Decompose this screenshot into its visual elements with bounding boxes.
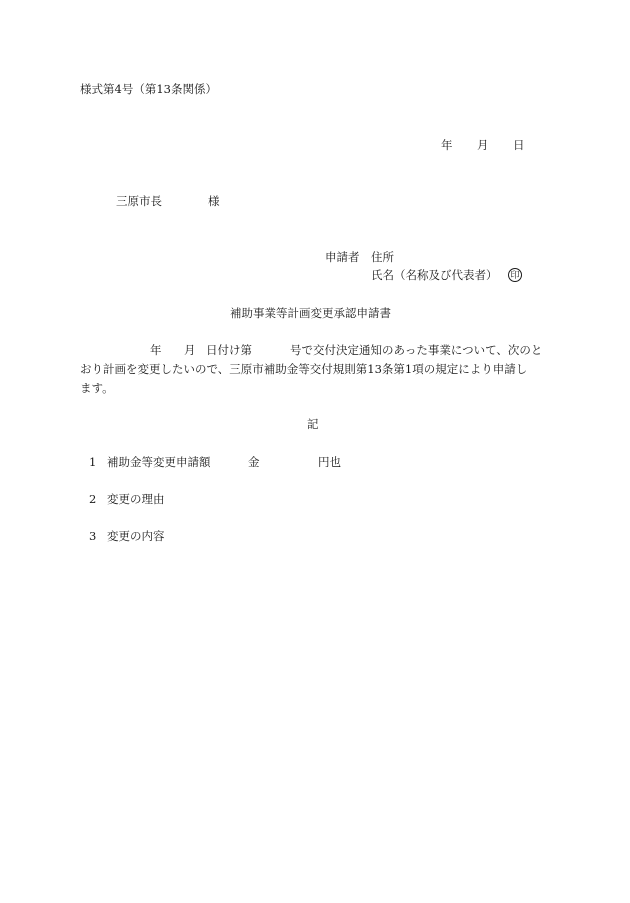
seal-icon: 印 <box>508 268 522 282</box>
applicant-name-label: 氏名（名称及び代表者） <box>371 268 498 282</box>
body-line3: ます。 <box>80 381 114 395</box>
form-number: 様式第4号（第13条関係） <box>80 82 217 96</box>
body-year: 年 <box>150 343 162 357</box>
item-1-yen: 円也 <box>318 455 341 469</box>
body-line2: おり計画を変更したいので、三原市補助金等交付規則第13条第1項の規定により申請し <box>80 362 528 376</box>
addressee-honorific: 様 <box>208 194 220 208</box>
document-title: 補助事業等計画変更承認申請書 <box>230 306 391 320</box>
item-3-number: 3 <box>89 529 97 543</box>
item-1-number: 1 <box>89 455 97 469</box>
item-2-number: 2 <box>89 492 97 506</box>
date-year: 年 <box>441 138 453 152</box>
addressee-name: 三原市長 <box>116 194 162 208</box>
date-month: 月 <box>477 138 489 152</box>
ki-heading: 記 <box>307 417 319 431</box>
item-1-kin: 金 <box>248 455 260 469</box>
applicant-label: 申請者 <box>325 250 360 264</box>
body-line1-text: 号で交付決定通知のあった事業について、次のと <box>290 343 543 357</box>
item-3-label: 変更の内容 <box>107 529 165 543</box>
item-2-label: 変更の理由 <box>107 492 165 506</box>
item-1-label: 補助金等変更申請額 <box>107 455 211 469</box>
applicant-address-label: 住所 <box>371 250 394 264</box>
body-month: 月 <box>184 343 196 357</box>
body-dayref: 日付け第 <box>206 343 252 357</box>
date-day: 日 <box>513 138 525 152</box>
